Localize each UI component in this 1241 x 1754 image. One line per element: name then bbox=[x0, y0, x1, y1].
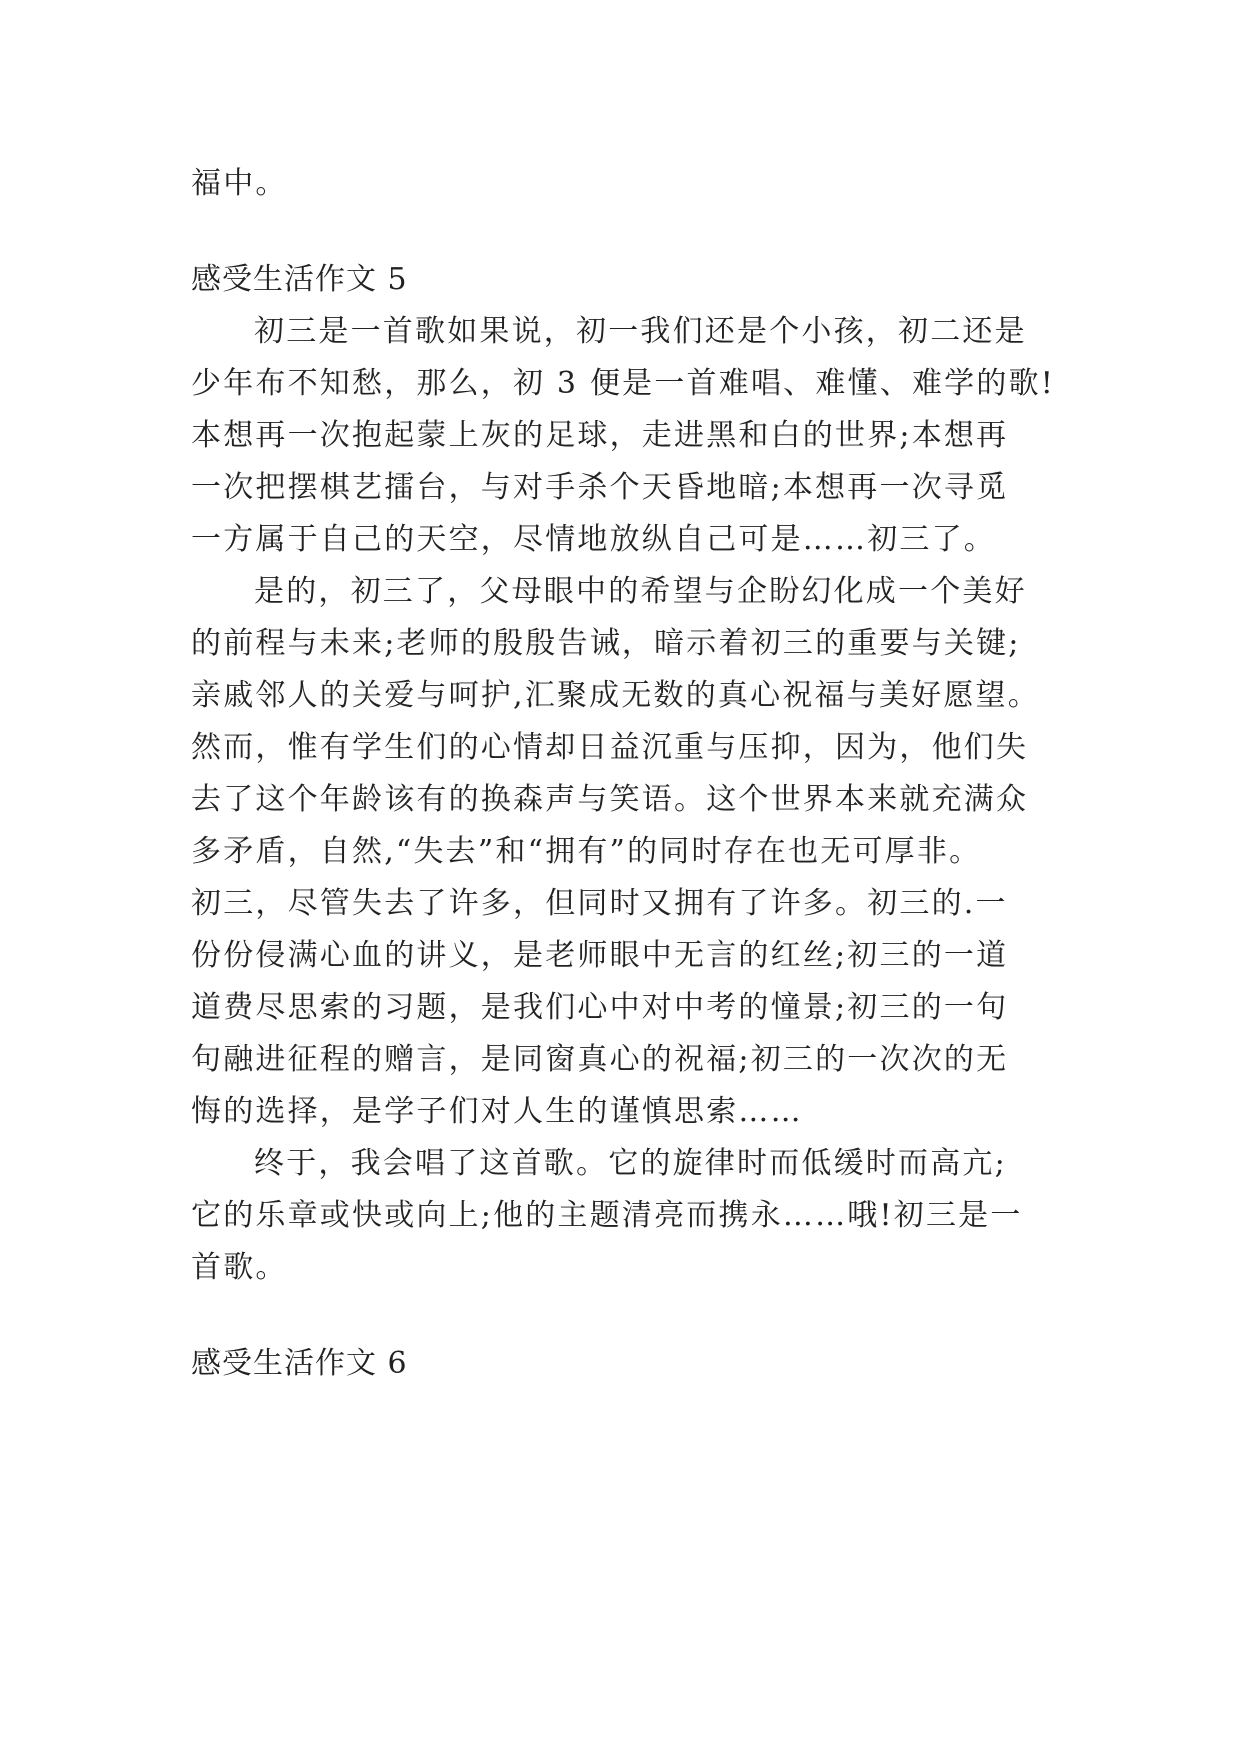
text-line: 句融进征程的赠言，是同窗真心的祝福;初三的一次次的无 bbox=[191, 1042, 1009, 1077]
text-line: 悔的选择，是学子们对人生的谨慎思索…… bbox=[191, 1094, 803, 1129]
text-line: 初三，尽管失去了许多，但同时又拥有了许多。初三的.一 bbox=[191, 886, 1008, 921]
text-line: 去了这个年龄该有的换森声与笑语。这个世界本来就充满众 bbox=[191, 782, 1029, 817]
text-line: 本想再一次抱起蒙上灰的足球，走进黑和白的世界;本想再 bbox=[191, 418, 1009, 453]
paragraph-first-line: 终于，我会唱了这首歌。它的旋律时而低缓时而高亢; bbox=[254, 1146, 1007, 1181]
section-heading: 感受生活作文 6 bbox=[191, 1346, 408, 1381]
text-line: 多矛盾，自然,“失去”和“拥有”的同时存在也无可厚非。 bbox=[191, 834, 982, 869]
text-line: 亲戚邻人的关爱与呵护,汇聚成无数的真心祝福与美好愿望。 bbox=[191, 678, 1040, 713]
text-line: 份份侵满心血的讲义，是老师眼中无言的红丝;初三的一道 bbox=[191, 938, 1009, 973]
text-line: 少年布不知愁，那么，初 3 便是一首难唱、难懂、难学的歌! bbox=[191, 366, 1056, 401]
text-line: 福中。 bbox=[191, 166, 288, 201]
text-line: 它的乐章或快或向上;他的主题清亮而携永……哦!初三是一 bbox=[191, 1198, 1023, 1233]
text-line: 然而，惟有学生们的心情却日益沉重与压抑，因为，他们失 bbox=[191, 730, 1029, 765]
document-body bbox=[191, 158, 1071, 1390]
paragraph-first-line: 初三是一首歌如果说，初一我们还是个小孩，初二还是 bbox=[254, 314, 1027, 349]
text-line: 一次把摆棋艺擂台，与对手杀个天昏地暗;本想再一次寻觅 bbox=[191, 470, 1009, 505]
section-heading: 感受生活作文 5 bbox=[191, 262, 408, 297]
text-line: 首歌。 bbox=[191, 1250, 288, 1285]
text-line: 一方属于自己的天空，尽情地放纵自己可是……初三了。 bbox=[191, 522, 996, 557]
text-line: 的前程与未来;老师的殷殷告诫，暗示着初三的重要与关键; bbox=[191, 626, 1021, 661]
text-line: 道费尽思索的习题，是我们心中对中考的憧景;初三的一句 bbox=[191, 990, 1009, 1025]
paragraph-first-line: 是的，初三了，父母眼中的希望与企盼幻化成一个美好 bbox=[254, 574, 1027, 609]
